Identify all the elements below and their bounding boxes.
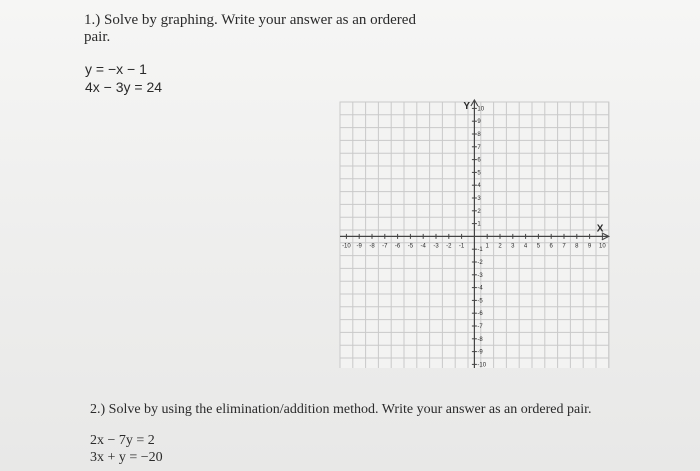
problem-1-prompt-continued: pair. [84,29,111,45]
problem-1-prompt: 1.) Solve by graphing. Write your answer as an ordered [84,12,416,28]
y-tick-label: 7 [477,144,481,151]
y-tick-label: -8 [477,336,483,343]
y-tick-label: 9 [477,119,481,126]
x-tick-label: -2 [446,243,452,250]
x-tick-label: -7 [382,243,388,250]
x-tick-label: -3 [433,243,439,250]
x-tick-label: -10 [342,243,351,250]
y-tick-label: 4 [477,183,481,190]
x-axis-label: X [596,223,604,235]
problem-2-equation-2: 3x + y = −20 [90,450,163,465]
y-tick-label: 6 [477,157,481,164]
x-tick-label: -4 [420,243,426,250]
x-tick-label: -5 [407,243,414,250]
y-tick-label: 5 [477,170,481,177]
y-tick-label: -2 [477,260,483,266]
x-tick-label: -9 [356,243,362,250]
y-tick-label: -4 [477,285,483,292]
problem-2-prompt: 2.) Solve by using the elimination/addition method. Write your answer as an ordered pair. [90,402,592,417]
y-tick-label: 3 [477,196,481,202]
y-tick-label: -9 [477,349,483,356]
y-tick-label: -1 [477,247,483,254]
y-tick-label: 10 [477,106,485,113]
y-tick-label: -5 [477,298,483,305]
problem-2-equation-1: 2x − 7y = 2 [90,433,155,448]
y-tick-label: 2 [477,208,481,215]
problem-1-equation-1: y = −x − 1 [85,61,147,77]
x-tick-label: -1 [458,243,465,250]
y-tick-label: 1 [477,221,481,228]
x-tick-label: 2 [498,243,502,250]
x-tick-label: 8 [575,243,579,250]
y-tick-label: 8 [477,132,481,138]
y-tick-label: -3 [477,272,483,279]
x-tick-label: 4 [523,243,528,250]
coordinate-grid[interactable] [336,96,612,368]
x-tick-label: 3 [511,243,515,250]
x-tick-label: -6 [394,243,401,250]
problem-1-equation-2: 4x − 3y = 24 [85,79,163,95]
y-tick-label: -6 [477,311,483,318]
x-tick-label: 1 [485,243,489,250]
x-tick-label: 5 [536,243,541,250]
x-tick-label: 9 [587,243,592,250]
y-tick-label: -10 [477,362,487,368]
x-tick-label: 6 [549,243,553,250]
y-tick-label: -7 [477,324,483,330]
x-tick-label: 7 [562,243,566,250]
x-tick-label: -8 [369,243,375,250]
x-tick-label: 10 [599,243,606,250]
y-axis-label: Y [463,101,471,112]
